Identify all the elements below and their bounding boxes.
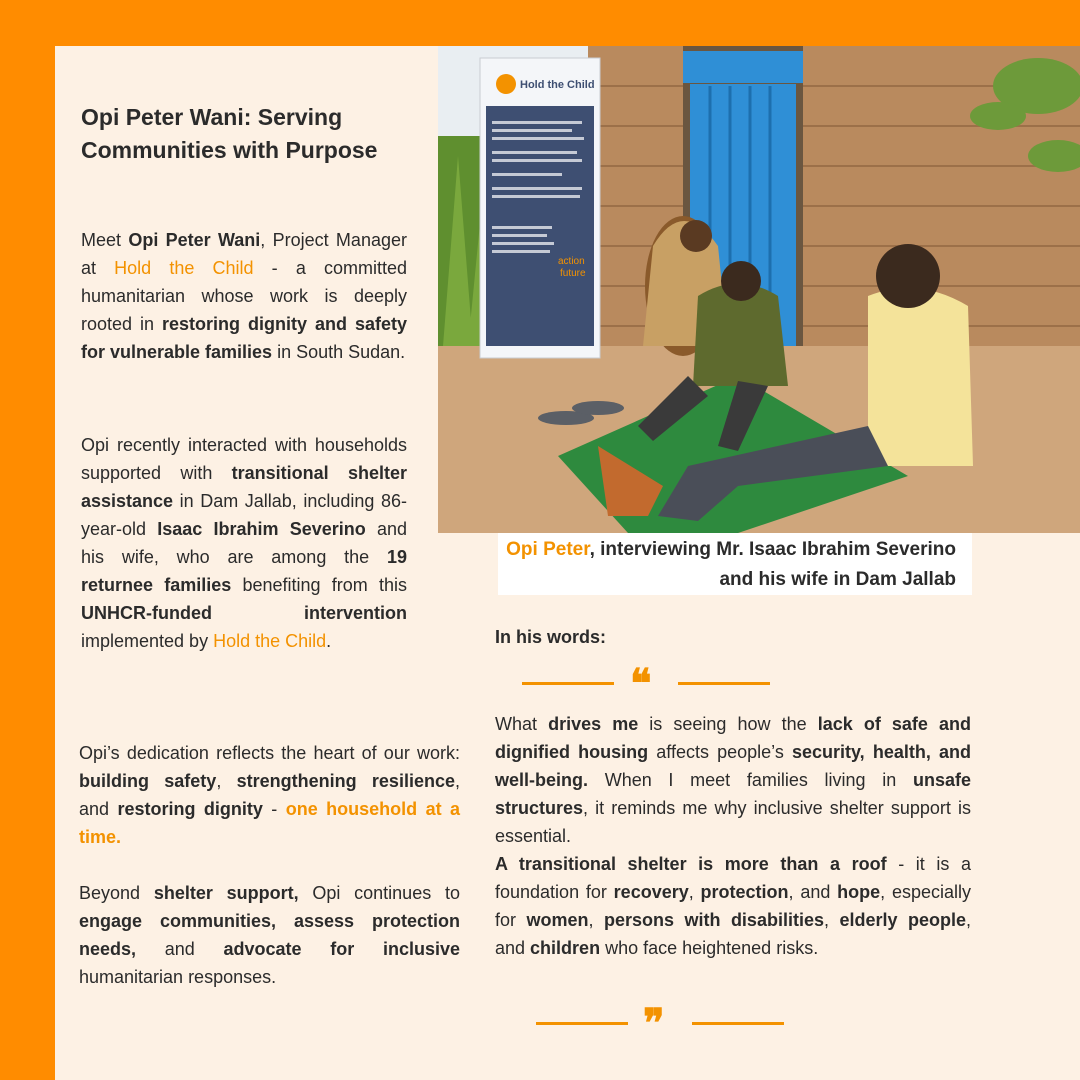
banner-logo-text: Hold the Child: [520, 79, 595, 91]
interview-photo: [438, 46, 1080, 533]
interaction-paragraph: Opi recently interacted with households supported with transitional shelter assistance in Dam Jallab, including 86-year-old Isaac Ibrahim Severino and his wife, who are among the 19 returnee families benefiting from this UNHCR-funded intervention implemented by Hold the Child.: [81, 435, 408, 651]
quote-divider-right: [678, 682, 770, 685]
org-name: Hold the Child: [114, 258, 254, 278]
page-title: Opi Peter Wani: Serving Communities with Purpose: [81, 104, 378, 163]
banner-action-text: action: [558, 256, 585, 267]
dedication-paragraph: Opi’s dedication reflects the heart of our work: building safety, strengthening resilience, and restoring dignity - one household at a time.: [79, 743, 460, 847]
banner-future-text: future: [560, 268, 586, 279]
intro-paragraph: Meet Opi Peter Wani, Project Manager at Hold the Child - a committed humanitarian whose work is deeply rooted in restoring dignity and safety for vulnerable families in South Sudan.: [81, 230, 408, 362]
closing-divider-right: [692, 1022, 784, 1025]
quote-heading: In his words:: [495, 627, 607, 647]
closing-divider-left: [536, 1022, 628, 1025]
highlight-text: one household at a time.: [79, 799, 460, 847]
close-quote-icon: ❞: [643, 1000, 665, 1047]
photo-caption: Opi Peter, interviewing Mr. Isaac Ibrahim Severino and his wife in Dam Jallab: [498, 533, 972, 595]
open-quote-icon: ❝: [630, 660, 652, 707]
photo-illustration: [438, 46, 1080, 533]
quote-divider-left: [522, 682, 614, 685]
quote-text: What drives me is seeing how the lack of safe and dignified housing affects people’s security, health, and well-being. When I meet families living in unsafe structures, it reminds me why inclusive shelter support is essential. A transitional shelter is more than a roof - it is a foundation for recovery, protection, and hope, especially for women, persons with disabilities, elderly people, and children who face heightened risks.: [495, 714, 972, 958]
org-name: Hold the Child: [213, 631, 327, 651]
beyond-paragraph: Beyond shelter support, Opi continues to engage communities, assess protection needs, and advocate for inclusive humanitarian responses.: [79, 883, 460, 987]
caption-name: Opi Peter: [506, 539, 590, 560]
name-bold: Opi Peter Wani: [128, 230, 261, 250]
